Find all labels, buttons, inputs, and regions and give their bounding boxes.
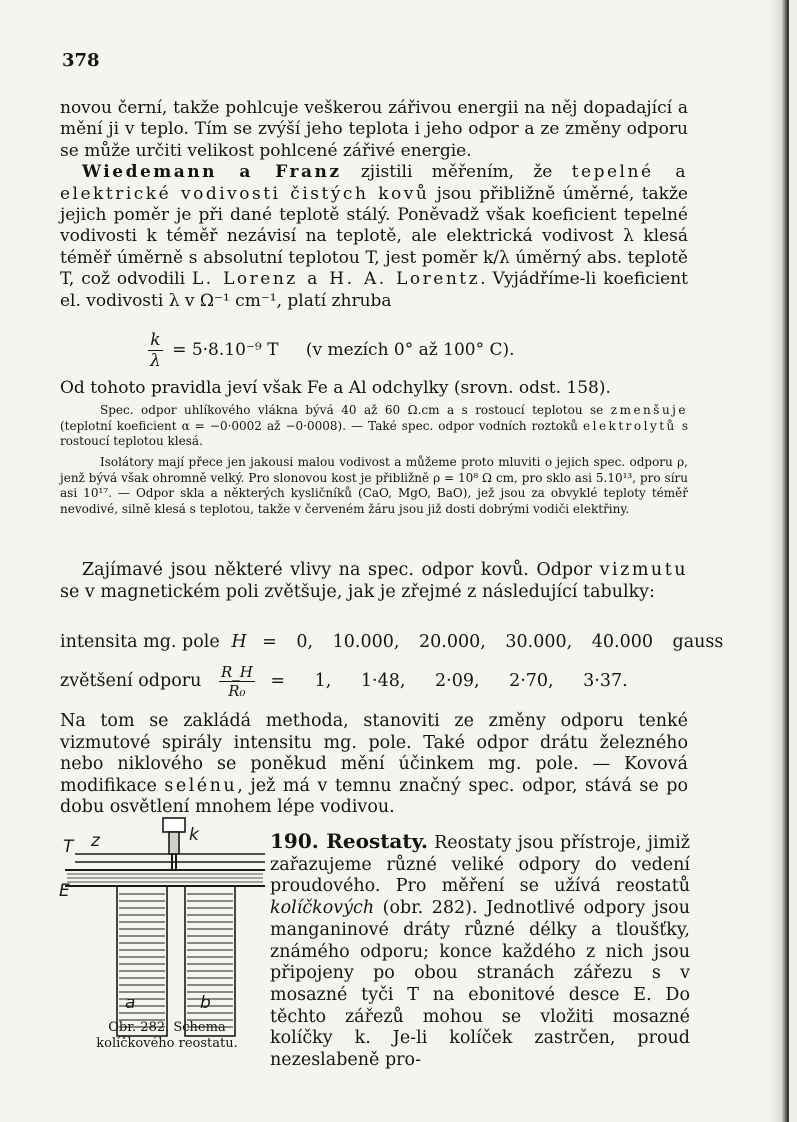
small-note-text: Isolátory mají přece jen jakousi malou vodivost a můžeme proto mluviti o jejich spec. odporu ρ, jenž bývá však ohromně velký. Pro slonovou kost je přibližně ρ = 10⁸ Ω cm, pro sklo asi 5.10¹³, pro síru asi 10¹⁷. — Odpor skla a některých kysličníků (CaO, MgO, BaO), jež jsou za obvyklé teploty téměř nevodivé, silně klesá s teplotou, takže v červeném žáru jsou již dosti dobrými vodiči elektřiny. bbox=[60, 455, 688, 516]
formula-k-lambda bbox=[148, 330, 515, 374]
paragraph-bismuth bbox=[60, 560, 688, 603]
label-T: T bbox=[63, 837, 74, 857]
text-span: Reostaty jsou přístroje, jimiž zařazujeme různé veliké odpory do vedení proudového. Pro měření se užívá reostatů bbox=[270, 833, 690, 897]
fraction-rh-over-r0 bbox=[219, 663, 255, 700]
label-k: k bbox=[189, 825, 199, 845]
small-note-insulators bbox=[60, 455, 688, 517]
paragraph-wiedemann-franz bbox=[60, 162, 688, 312]
text-span: s rostoucí teplotou klesá. bbox=[60, 418, 688, 449]
text-span: , jež má v temnu značný spec. odpor, stává se po dobu osvětlení mnohem lépe vodivou. bbox=[60, 775, 688, 817]
section-heading: 190. Reostaty. bbox=[270, 829, 428, 853]
label-E: E bbox=[59, 881, 70, 901]
text-span: jsou přibližně úměrné, takže jejich poměr je při dané teplotě stálý. Poněvadž však koeficient tepelné vodivosti k téměř nezávisí na teplotě, ale elektrická vodivost λ klesá téměř úměrně s absolutní teplotou T, jest poměr k/λ úměrný abs. teplotě T, což odvodili bbox=[60, 183, 688, 290]
plug-head bbox=[163, 818, 185, 832]
paragraph-top bbox=[60, 98, 688, 312]
figure-caption bbox=[62, 1020, 272, 1052]
names-lorenz: L. Lorenz a H. A. Lorentz bbox=[191, 269, 481, 290]
table-row-field-intensity bbox=[60, 632, 723, 652]
label-z: z bbox=[91, 831, 100, 851]
formula-rhs: = 5·8.10⁻⁹ T bbox=[172, 340, 279, 360]
names-wiedemann-franz: Wiedemann a Franz bbox=[82, 162, 342, 183]
fraction-denominator: λ bbox=[150, 351, 161, 371]
fraction-denominator: R₀ bbox=[228, 682, 246, 700]
table-values: = 0, 10.000, 20.000, 30.000, 40.000 gauss bbox=[262, 632, 724, 652]
paragraph-method bbox=[60, 711, 688, 819]
text-span: zjistili měřením, že bbox=[341, 162, 572, 183]
table-label: intensita mg. pole bbox=[60, 632, 220, 652]
table-values: = 1, 1·48, 2·09, 2·70, 3·37. bbox=[270, 671, 628, 691]
spaced-text: tepelné a elektrické vodivosti čistých kovů bbox=[60, 162, 688, 204]
table-label: zvětšení odporu bbox=[60, 671, 202, 691]
small-note-carbon bbox=[60, 403, 688, 450]
formula-range: (v mezích 0° až 100° C). bbox=[305, 340, 515, 360]
text-span: se v magnetickém poli zvětšuje, jak je zřejmé z následující tabulky: bbox=[60, 581, 655, 602]
fraction-numerator: R_H bbox=[220, 663, 253, 681]
coil-windings bbox=[119, 894, 233, 1027]
spaced-text: vizmutu bbox=[599, 560, 688, 580]
text-span: Na tom se zakládá methoda, stanoviti ze změny odporu tenké vizmutové spirály intensitu mg. pole. Také odpor drátu železného nebo niklového se poněkud mění účinkem mg. pole. — Kovová modifikace bbox=[60, 711, 688, 796]
fraction-numerator: k bbox=[148, 330, 163, 351]
spaced-text: selénu bbox=[164, 775, 238, 796]
text-span: Zajímavé jsou některé vlivy na spec. odpor kovů. Odpor bbox=[82, 560, 600, 580]
text-span: . Vyjádříme-li koeficient el. vodivosti λ v Ω⁻¹ cm⁻¹, platí zhruba bbox=[60, 269, 688, 311]
spaced-text: elektrolytů bbox=[583, 418, 677, 433]
paragraph-fe-al: Od tohoto pravidla jeví však Fe a Al odchylky (srovn. odst. 158). bbox=[60, 378, 611, 398]
caption-line: kolíčkového reostatu. bbox=[96, 1036, 238, 1051]
caption-line: Obr. 282. Schema bbox=[108, 1020, 226, 1035]
text-span: (obr. 282). Jednotlivé odpory jsou manganinové dráty různé délky a tloušťky, známého odporu; konce každého z nich jsou připojeny po obou stranách zářezu s v mosazné tyči T na ebonitové desce E. Do těchto zářezů mohou se vložiti mosazné kolíčky k. Je-li kolíček zastrčen, proud nezeslabeně pro- bbox=[270, 898, 690, 1071]
italic-term: kolíčkových bbox=[270, 898, 375, 919]
spaced-text: zmenšuje bbox=[610, 403, 688, 417]
fraction-k-over-lambda bbox=[148, 330, 163, 371]
label-a: a bbox=[125, 993, 136, 1013]
scan-page-edge bbox=[769, 0, 797, 1122]
section-190-reostaty bbox=[270, 831, 690, 1072]
text-span: (teplotní koeficient α = −0·0002 až −0·0008). — Také spec. odpor vodních roztoků bbox=[60, 418, 584, 433]
label-b: b bbox=[200, 993, 211, 1013]
table-symbol: H bbox=[231, 632, 247, 652]
text-span: Spec. odpor uhlíkového vlákna bývá 40 až 60 Ω.cm a s rostoucí teplotou se bbox=[100, 403, 611, 417]
paragraph-black-body: novou černí, takže pohlcuje veškerou zářivou energii na něj dopadající a mění ji v teplo. Tím se zvýší jeho teplota i jeho odpor a ze změny odporu se může určiti velikost pohlcené zářivé energie. bbox=[60, 98, 688, 161]
page-number: 378 bbox=[62, 50, 100, 71]
plug-pin bbox=[169, 832, 179, 854]
table-row-resistance-increase bbox=[60, 663, 628, 700]
